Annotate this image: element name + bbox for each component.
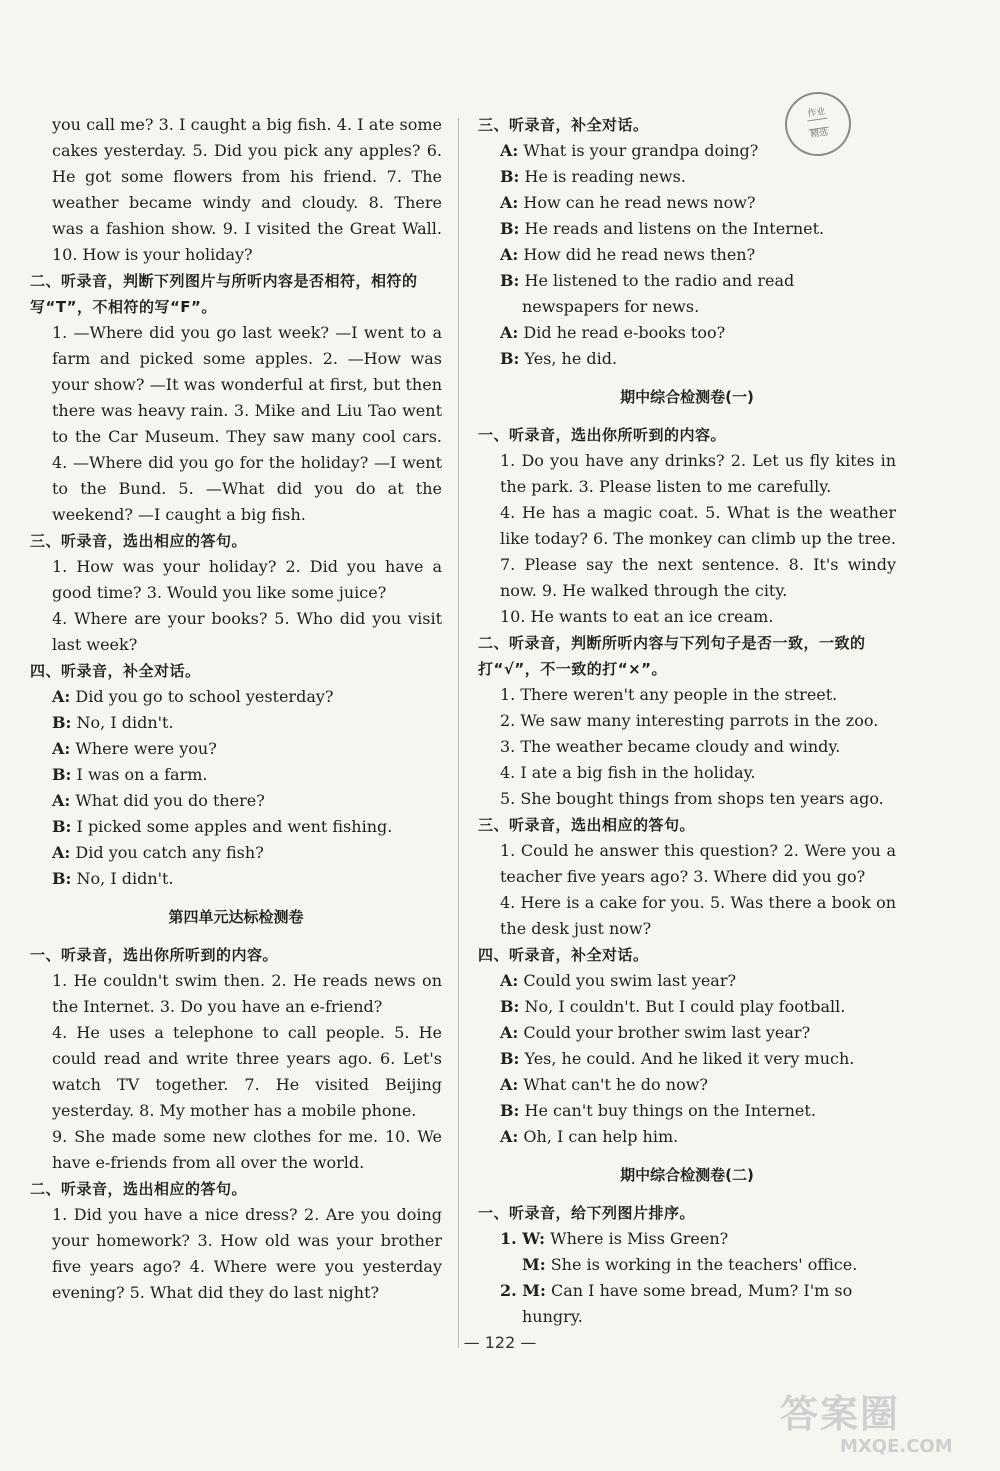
dialog-line [30, 788, 442, 814]
item-speaker-label: 2. M: [500, 1281, 546, 1300]
dialog-text: I was on a farm. [76, 765, 208, 784]
listening-script-paragraph: 1. He couldn't swim then. 2. He reads news on the Internet. 3. Do you have an e-friend? [52, 971, 442, 1016]
dialog-line [478, 968, 896, 994]
section-heading: 二、听录音，选出相应的答句。 [30, 1180, 248, 1198]
dialog [30, 684, 442, 892]
listening-script-paragraph: 1. —Where did you go last week? —I went to a farm and picked some apples. 2. —How was your show? —It was wonderful at first, but then there was heavy rain. 3. Mike and Liu Tao went to the Car Museum. They saw many cool cars. 4. —Where did you go for the holiday? —I went to the Bund. 5. —What did you do at the weekend? —I caught a big fish. [52, 323, 442, 524]
dialog-text: Where is Miss Green? [550, 1229, 729, 1248]
dialog-line [30, 736, 442, 762]
section-heading: 一、听录音，选出你所听到的内容。 [478, 426, 727, 444]
listening-script-paragraph: 1. Could he answer this question? 2. Were you a teacher five years ago? 3. Where did you go? [500, 841, 896, 886]
page-number-value: 122 [484, 1333, 516, 1352]
sentence-item: 4. I ate a big fish in the holiday. [500, 763, 756, 782]
listening-script-paragraph: 1. Do you have any drinks? 2. Let us fly kites in the park. 3. Please listen to me carefully. [500, 451, 896, 496]
dialog-line [478, 216, 896, 242]
dialog-line [478, 346, 896, 372]
speaker-label: A: [500, 193, 519, 212]
dialog-text: Did he read e-books too? [523, 323, 726, 342]
speaker-label: B: [52, 713, 72, 732]
speaker-label: B: [500, 167, 520, 186]
speaker-label: B: [500, 271, 520, 290]
dialog-line [478, 320, 896, 346]
listening-script-paragraph: 1. Did you have a nice dress? 2. Are you doing your homework? 3. How old was your brother five years ago? 4. Where were you yesterday evening? 5. What did they do last night? [52, 1205, 442, 1302]
section-heading: 二、听录音，判断所听内容与下列句子是否一致，一致的打“√”，不一致的打“×”。 [478, 634, 866, 678]
speaker-label: A: [52, 843, 71, 862]
dialog-line [30, 814, 442, 840]
dialog-line [30, 840, 442, 866]
page-number: — 122 — [463, 1333, 537, 1352]
dialog-text: I picked some apples and went fishing. [76, 817, 393, 836]
dialog-text: What is your grandpa doing? [523, 141, 759, 160]
dialog-text: He listened to the radio and read newspapers for news. [522, 271, 795, 316]
listening-script-paragraph: 10. He wants to eat an ice cream. [500, 607, 774, 626]
speaker-label: B: [500, 219, 520, 238]
section-heading: 三、听录音，选出相应的答句。 [30, 532, 248, 550]
dialog-text: Could you swim last year? [523, 971, 737, 990]
section-heading: 三、听录音，选出相应的答句。 [478, 816, 696, 834]
listening-script-paragraph: 1. How was your holiday? 2. Did you have a good time? 3. Would you like some juice? [52, 557, 442, 602]
dialog-text: Can I have some bread, Mum? I'm so hungry. [522, 1281, 853, 1326]
stamp-top-text: 作业 [806, 106, 827, 120]
dialog-line [30, 762, 442, 788]
dialog-text: How can he read news now? [523, 193, 756, 212]
sentence-item: 2. We saw many interesting parrots in the zoo. [500, 711, 879, 730]
dialog [478, 138, 896, 372]
dialog-text: No, I didn't. [76, 869, 174, 888]
dialog-text: No, I didn't. [76, 713, 174, 732]
dialog-text: He is reading news. [524, 167, 686, 186]
dialog-line [478, 138, 896, 164]
speaker-label: A: [500, 1023, 519, 1042]
listening-script-paragraph: 4. Here is a cake for you. 5. Was there a book on the desk just now? [500, 893, 896, 938]
speaker-label: B: [500, 1049, 520, 1068]
watermark-logo [780, 1392, 990, 1467]
section-heading: 二、听录音，判断下列图片与所听内容是否相符，相符的写“T”，不相符的写“F”。 [30, 272, 418, 316]
dialog-line [30, 710, 442, 736]
dialog-line [478, 1278, 896, 1330]
dialog-line [30, 684, 442, 710]
listening-script-paragraph: 4. He uses a telephone to call people. 5. He could read and write three years ago. 6. Let's watch TV together. 7. He visited Beijing yesterday. 8. My mother has a mobile phone. [52, 1023, 442, 1120]
speaker-label: A: [52, 739, 71, 758]
test-title: 期中综合检测卷(二) [620, 1166, 754, 1184]
dialog-text: How did he read news then? [523, 245, 756, 264]
dialog-text: She is working in the teachers' office. [550, 1255, 858, 1274]
dialog-text: Yes, he could. And he liked it very much. [524, 1049, 855, 1068]
watermark-text: 答案圈 [780, 1392, 901, 1436]
speaker-label: B: [500, 349, 520, 368]
dialog-line [478, 1226, 896, 1252]
dialog-line [478, 242, 896, 268]
section-heading: 三、听录音，补全对话。 [478, 116, 649, 134]
dialog-text: Yes, he did. [524, 349, 618, 368]
speaker-label: A: [500, 971, 519, 990]
watermark-url: MXQE.COM [840, 1436, 953, 1457]
stamp-bottom-text: 精选 [809, 127, 829, 141]
speaker-label: A: [500, 1127, 519, 1146]
speaker-label: A: [500, 1075, 519, 1094]
dialog-line [478, 1072, 896, 1098]
test-title: 第四单元达标检测卷 [168, 908, 304, 926]
listening-script-paragraph: 9. She made some new clothes for me. 10. We have e-friends from all over the world. [52, 1127, 442, 1172]
dialog-text: Could your brother swim last year? [523, 1023, 811, 1042]
item-speaker-label: 1. W: [500, 1229, 546, 1248]
dialog-text: Did you go to school yesterday? [75, 687, 334, 706]
dialog-line [478, 1046, 896, 1072]
dialog-line [478, 994, 896, 1020]
right-column [478, 112, 896, 1330]
speaker-label: B: [500, 997, 520, 1016]
column-divider [458, 118, 459, 1348]
dialog-text: Oh, I can help him. [523, 1127, 679, 1146]
sentence-item: 5. She bought things from shops ten years ago. [500, 789, 884, 808]
dialog-text: He can't buy things on the Internet. [524, 1101, 816, 1120]
test-title: 期中综合检测卷(一) [620, 388, 754, 406]
sentence-item: 3. The weather became cloudy and windy. [500, 737, 841, 756]
speaker-label: M: [522, 1255, 546, 1274]
section-heading: 一、听录音，给下列图片排序。 [478, 1204, 696, 1222]
dialog-line [478, 1020, 896, 1046]
dialog-text: No, I couldn't. But I could play football. [524, 997, 846, 1016]
dialog-line [478, 1124, 896, 1150]
speaker-label: B: [52, 869, 72, 888]
section-heading: 四、听录音，补全对话。 [478, 946, 649, 964]
section-heading: 四、听录音，补全对话。 [30, 662, 201, 680]
speaker-label: A: [500, 141, 519, 160]
speaker-label: A: [500, 245, 519, 264]
speaker-label: A: [500, 323, 519, 342]
dialog-text: What can't he do now? [523, 1075, 708, 1094]
listening-script-paragraph: 4. He has a magic coat. 5. What is the weather like today? 6. The monkey can climb up the tree. 7. Please say the next sentence. 8. It's windy now. 9. He walked through the city. [500, 503, 896, 600]
dialog [478, 968, 896, 1150]
dialog-line [30, 866, 442, 892]
dialog-text: Where were you? [75, 739, 217, 758]
dialog-line [478, 190, 896, 216]
dialog-line [478, 1098, 896, 1124]
dialog-line [478, 164, 896, 190]
speaker-label: B: [500, 1101, 520, 1120]
dialog-text: Did you catch any fish? [75, 843, 264, 862]
dialog-text: He reads and listens on the Internet. [524, 219, 825, 238]
section-heading: 一、听录音，选出你所听到的内容。 [30, 946, 279, 964]
listening-script-paragraph: you call me? 3. I caught a big fish. 4. I ate some cakes yesterday. 5. Did you pick any apples? 6. He got some flowers from his friend. 7. The weather became windy and cloudy. 8. There was a fashion show. 9. I visited the Great Wall. 10. How is your holiday? [52, 115, 442, 264]
dialog-line [478, 1252, 896, 1278]
listening-script-paragraph: 4. Where are your books? 5. Who did you visit last week? [52, 609, 442, 654]
dialog-line [478, 268, 896, 320]
speaker-label: A: [52, 791, 71, 810]
left-column [30, 112, 442, 1306]
speaker-label: A: [52, 687, 71, 706]
sentence-item: 1. There weren't any people in the street. [500, 685, 838, 704]
speaker-label: B: [52, 765, 72, 784]
speaker-label: B: [52, 817, 72, 836]
dialog-text: What did you do there? [75, 791, 265, 810]
